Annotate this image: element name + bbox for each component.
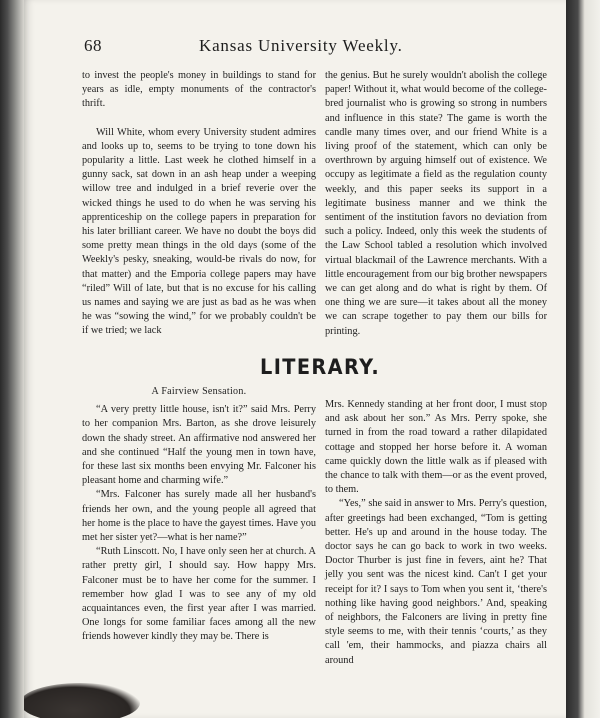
editorial-column-right (325, 69, 547, 339)
page-header (24, 36, 566, 66)
story-column-left (82, 385, 316, 645)
story-paragraph: “Ruth Linscott. No, I have only seen her at church. A rather pretty girl, I should say. How happy Mrs. Falconer must be to have her come for the summer. I remember how glad I was to see any of my old acquaintances even, the first year after I was married. One longs for some familiar faces among all the new friends however kindly they may be. There is (82, 546, 316, 643)
literary-heading: LITERARY. (260, 355, 381, 379)
magazine-page (24, 0, 566, 718)
story-paragraph: “Mrs. Falconer has surely made all her husband's friends her own, and the young people all agreed that her home is the place to have the gayest times. Have you met her sister yet?—what is her name?” (82, 489, 316, 544)
story-paragraph: Mrs. Kennedy standing at her front door, I must stop and ask about her son.” As Mrs. Perry spoke, she turned in from the road toward a rather dilapidated cottage and stopped her horse before it. A woman came quickly down the little walk as if pleased with the chance to talk with them—or as the event proved, to them. (325, 399, 547, 496)
editorial-paragraph: to invest the people's money in buildings to stand for years as idle, empty monuments of the contractor's thrift. (82, 70, 316, 110)
editorial-paragraph: the genius. But he surely wouldn't abolish the college paper! Without it, what would become of the college-bred journalist who is growing so strong in numbers and influence in this state? The game is worth the candle many times over, and our friend White is a living proof of the statement, which can only be overthrown by arguing himself out of existence. We occupy as legitimate a field as the regulation county weekly, and this paper seeks its support in a legitimate business manner and we think the sentiment of the institution favors no deviation from such a policy. Indeed, only this week the students of the Law School tabled a resolution which involved virtual blackmail of the Lawrence merchants. With a little encouragement from our big brother newspapers we can get along and do what is right by them. Of one thing we are sure—it takes about all the money we can scrape together to pay them our bills for printing. (325, 70, 547, 337)
running-title: Kansas University Weekly. (199, 36, 403, 55)
story-paragraph: “A very pretty little house, isn't it?” said Mrs. Perry to her companion Mrs. Barton, as she drove leisurely down the shady street. An affirmative nod answered her and she continued “Half the young men in town have, for these last six months been envying Mr. Falconer his pleasant home and charming wife.” (82, 404, 316, 487)
editorial-column-left (82, 69, 316, 339)
story-paragraph: “Yes,” she said in answer to Mrs. Perry's question, after greetings had been exchanged, “Tom is getting better. He's up and around in the house today. The doctor says he can go back to work in two weeks. Doctor Thurber is just fine in fevers, aint he? That jelly you sent was the nicest kind. Can't I get your receipt for it? I says to Tom when you sent it, ‘there's nothing like having good neighbors.’ And, speaking of neighbors, the Falconers are living in pretty fine style seems to me, with their tennis ‘courts,’ as they call 'em, their hammocks, and piazza chairs all around (325, 498, 547, 666)
book-edge-shadow (566, 0, 600, 718)
book-gutter-shadow (0, 0, 24, 718)
editorial-paragraph: Will White, whom every University student admires and looks up to, seems to be trying to tone down his popularity a little. Last week he clothed himself in a gunny sack, sat down in an ash heap under a weeping willow tree and indulged in a brief reverie over the wicked things he used to do when he was serving his apprenticeship on the college papers in preparation for his later brilliant career. We have no doubt the boys did some pretty mean things in the old days (some of the Weekly's pesky, sneaking, would-be rivals do now, for that matter) and the Emporia college papers may have “riled” Will of late, but that is no excuse for his calling us names and saying we are just as bad as he was when he was “sowing the wind,” for we probably couldn't be if we tried; we lack (82, 126, 316, 337)
page-number: 68 (84, 36, 102, 55)
story-title: A Fairview Sensation. (151, 386, 247, 397)
scanner-thumb-shadow (24, 683, 140, 718)
story-column-right (325, 398, 547, 668)
